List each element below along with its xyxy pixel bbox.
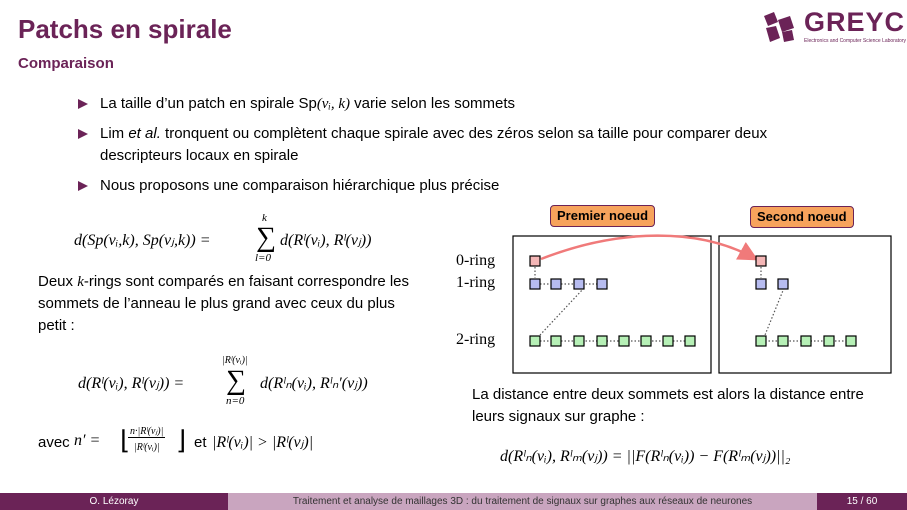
- label-1-ring: 1-ring: [456, 274, 496, 291]
- node-2ring-right: [756, 336, 766, 346]
- footer-talk-title: Traitement et analyse de maillages 3D : du traitement de signaux sur graphes aux réseaux de neurones: [228, 493, 817, 510]
- match-arrow: [541, 236, 754, 259]
- greyc-logo: [760, 7, 906, 50]
- logo-wordmark: GREYC: [804, 7, 906, 37]
- slide-title: Patchs en spirale: [18, 14, 232, 44]
- bullet-triangle-icon: [78, 99, 88, 109]
- node-2ring-right: [778, 336, 788, 346]
- node-1ring-right: [778, 279, 788, 289]
- tag-first-node: Premier noeud: [550, 205, 655, 227]
- footer-bar: [0, 493, 907, 510]
- formula-nprime: avec n′ = ⌊ n·|Rˡ(vⱼ)| |Rˡ(vᵢ)| ⌋ et |Rˡ(vᵢ)| > |Rˡ(vⱼ)|: [38, 426, 314, 455]
- logo-tagline: Electronics and Computer Science Laboratory: [804, 38, 906, 44]
- node-1ring-left: [551, 279, 561, 289]
- node-1ring-left: [597, 279, 607, 289]
- bullet-lim-etal: Lim et al. tronquent ou complètent chaque spirale avec des zéros selon sa taille pour comparer deux descripteurs locaux en spirale: [78, 123, 848, 167]
- node-0ring-right: [756, 256, 766, 266]
- footer-page-number: 15 / 60: [817, 493, 907, 510]
- footer-author: O. Lézoray: [0, 493, 228, 510]
- node-2ring-left: [619, 336, 629, 346]
- node-2ring-left: [641, 336, 651, 346]
- sum-symbol: ∑: [256, 222, 276, 253]
- node-1ring-right: [756, 279, 766, 289]
- bullet-list: [78, 93, 848, 205]
- node-2ring-left: [574, 336, 584, 346]
- node-2ring-left: [597, 336, 607, 346]
- paragraph-krings: Deux k-rings sont comparés en faisant correspondre les sommets de l’anneau le plus grand avec ceux du plus petit :: [38, 273, 410, 334]
- formula-signal-distance: d(Rˡₙ(vᵢ), Rˡₘ(vⱼ)) = ||F(Rˡₙ(vᵢ)) − F(Rˡₘ(vⱼ))||₂: [500, 448, 791, 465]
- node-2ring-left: [530, 336, 540, 346]
- node-2ring-left: [685, 336, 695, 346]
- label-0-ring: 0-ring: [456, 252, 496, 269]
- bullet-triangle-icon: [78, 181, 88, 191]
- logo-mark-icon: [760, 10, 800, 44]
- node-1ring-left: [530, 279, 540, 289]
- tag-second-node: Second noeud: [750, 206, 854, 228]
- node-1ring-left: [574, 279, 584, 289]
- node-2ring-left: [551, 336, 561, 346]
- panel-first-node: [513, 236, 711, 373]
- panel-second-node: [719, 236, 891, 373]
- bullet-hierarchical: Nous proposons une comparaison hiérarchique plus précise: [78, 175, 848, 197]
- node-2ring-left: [663, 336, 673, 346]
- bullet-spiral-size: La taille d’un patch en spirale Sp(vᵢ, k) varie selon les sommets: [78, 93, 848, 115]
- node-0ring-left: [530, 256, 540, 266]
- node-2ring-right: [846, 336, 856, 346]
- node-2ring-right: [824, 336, 834, 346]
- label-2-ring: 2-ring: [456, 331, 496, 348]
- sum-symbol: ∑: [226, 365, 246, 396]
- slide-subtitle: Comparaison: [18, 55, 114, 72]
- diagram-caption: La distance entre deux sommets est alors la distance entre leurs signaux sur graphe :: [472, 386, 864, 425]
- node-2ring-right: [801, 336, 811, 346]
- bullet-triangle-icon: [78, 129, 88, 139]
